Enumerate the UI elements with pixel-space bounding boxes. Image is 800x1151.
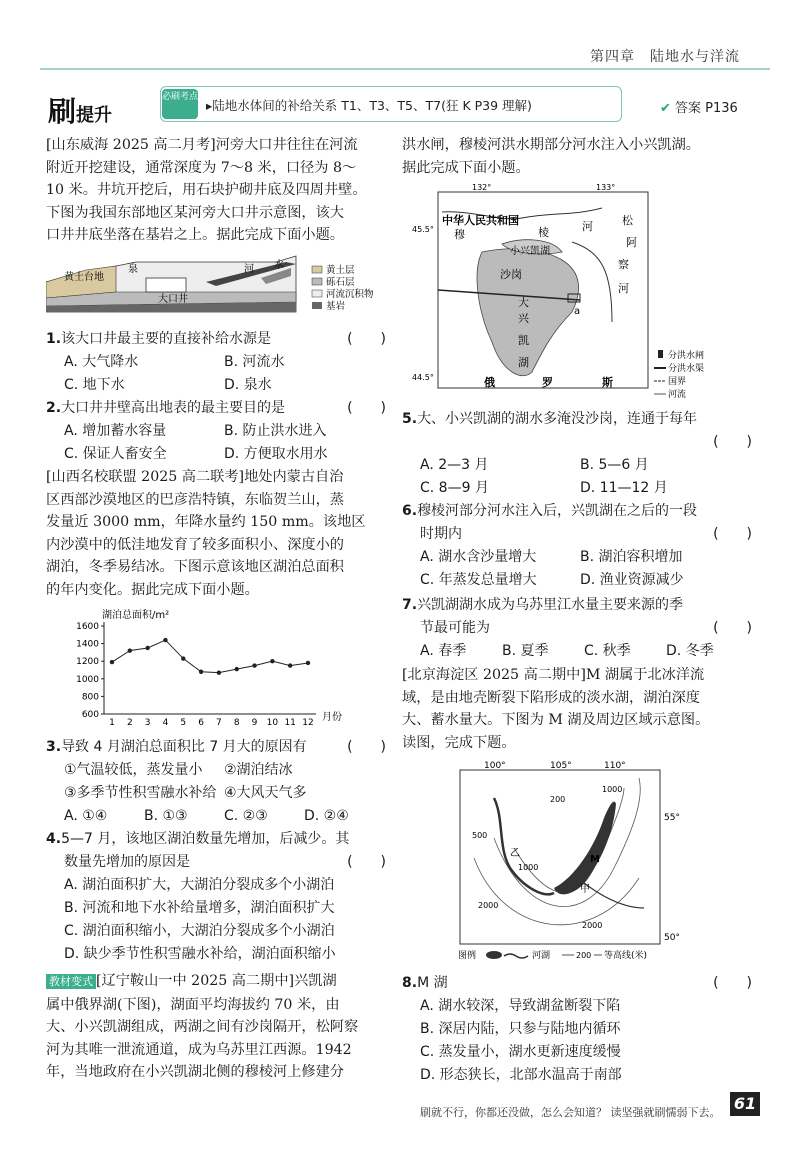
option[interactable]: A. 湖水含沙量增大 — [420, 549, 537, 565]
svg-text:等高线(米): 等高线(米) — [604, 951, 648, 961]
intro-passage-2: [山西名校联盟 2025 高二联考]地处内蒙古自治 区西部沙漠地区的巴彦浩特镇，东临贺兰山，蒸 发量近 3000 mm，年降水量约 150 mm。该地区 内沙漠中的低洼地发育了较多面积小、深度小的 湖泊，冬季易结冰。下图示意该地区湖泊总面积 的年内变化。据此完成下面小题。 — [46, 469, 366, 598]
svg-text:斯: 斯 — [602, 376, 613, 389]
option[interactable]: A. 2—3 月 — [420, 457, 489, 473]
svg-text:500: 500 — [472, 831, 488, 840]
option[interactable]: B. 湖泊容积增加 — [580, 549, 683, 565]
svg-text:分洪水闸: 分洪水闸 — [668, 351, 705, 361]
header-divider — [40, 68, 770, 70]
svg-text:甲: 甲 — [580, 884, 590, 895]
svg-text:俄: 俄 — [484, 376, 495, 389]
chart-xlabel: 月份 — [322, 712, 342, 723]
option[interactable]: A. 湖水较深，导致湖盆断裂下陷 — [420, 998, 621, 1014]
option[interactable]: A. 增加蓄水容量 — [64, 423, 167, 439]
legend-bedrock: 基岩 — [326, 301, 346, 312]
svg-text:50°: 50° — [664, 933, 680, 943]
chart-point — [252, 663, 256, 667]
legend-gravel: 砾石层 — [326, 277, 355, 288]
svg-text:河: 河 — [618, 282, 629, 295]
svg-text:M: M — [590, 854, 600, 865]
chart-point — [235, 667, 239, 671]
svg-text:河湖: 河湖 — [532, 951, 551, 961]
label-loess: 黄土台地 — [64, 272, 104, 283]
question-6: 6.穆棱河部分河水注入后，兴凯湖在之后的一段 时期内 ( ) A. 湖水含沙量增大 B. 湖泊容积增加 C. 年蒸发总量增大 D. 渔业资源减少 — [402, 500, 752, 592]
option[interactable]: B. 深居内陆，只参与陆地内循环 — [420, 1021, 621, 1037]
answer-ref: ✔ 答案 P136 — [660, 101, 738, 116]
chart-x-tick-label: 8 — [233, 718, 240, 728]
svg-text:湖: 湖 — [518, 356, 529, 369]
chart-point — [199, 670, 203, 674]
option[interactable]: D. 缺少季节性积雪融水补给，湖泊面积缩小 — [64, 946, 336, 962]
chart-ylabel: 湖泊总面积/m² — [102, 610, 170, 621]
chart-x-tick-label: 9 — [251, 718, 258, 728]
option[interactable]: A. 大气降水 — [64, 354, 139, 370]
option[interactable]: C. 湖泊面积缩小，大湖泊分裂成多个小湖泊 — [64, 923, 335, 939]
svg-text:45.5°: 45.5° — [412, 225, 434, 234]
question-2: 2.大口井井壁高出地表的最主要目的是 ( ) A. 增加蓄水容量 B. 防止洪水进入 C. 保证人畜安全 D. 方便取水用水 — [46, 397, 386, 466]
svg-text:凯: 凯 — [518, 334, 529, 347]
well-diagram — [46, 252, 386, 324]
svg-text:罗: 罗 — [542, 376, 553, 389]
chart-x-tick-label: 1 — [109, 718, 115, 728]
question-1: 1.该大口井最主要的直接补给水源是 ( ) A. 大气降水 B. 河流水 C. 地下水 D. 泉水 — [46, 328, 386, 397]
option[interactable]: D. 渔业资源减少 — [580, 572, 684, 588]
chart-y-tick-label: 1600 — [76, 622, 99, 632]
option[interactable]: B. 夏季 — [502, 643, 549, 659]
svg-text:河: 河 — [582, 220, 593, 233]
brand-logo: 刷提升 — [48, 95, 113, 128]
chart-y-tick-label: 1400 — [76, 639, 99, 650]
lake-area-chart — [60, 606, 360, 734]
intro-passage-4: [北京海淀区 2025 高二期中]M 湖属于北冰洋流 域，是由地壳断裂下陷形成的淡水湖，湖泊深度 大、蓄水量大。下图为 M 湖及周边区域示意图。 读图，完成下题。 — [402, 667, 710, 751]
option[interactable]: C. 年蒸发总量增大 — [420, 572, 537, 588]
svg-text:133°: 133° — [596, 183, 616, 192]
option[interactable]: B. 防止洪水进入 — [224, 423, 327, 439]
svg-text:1000: 1000 — [602, 785, 623, 794]
svg-text:100°: 100° — [484, 761, 506, 771]
svg-text:穆: 穆 — [454, 228, 465, 241]
option[interactable]: D. ②④ — [304, 808, 349, 824]
svg-text:国界: 国界 — [668, 377, 687, 387]
label-spring: 泉 — [128, 264, 138, 275]
question-7: 7.兴凯湖湖水成为乌苏里江水量主要来源的季 节最可能为 ( ) A. 春季 B. 夏季 C. 秋季 D. 冬季 — [402, 594, 752, 663]
svg-text:松: 松 — [622, 214, 633, 227]
chart-x-tick-label: 10 — [266, 718, 279, 728]
xingkai-lake-map — [412, 182, 752, 404]
tip-badge: 必刷考点 — [162, 89, 198, 119]
page-number: 61 — [730, 1092, 760, 1116]
svg-text:44.5°: 44.5° — [412, 373, 434, 382]
option[interactable]: C. 秋季 — [584, 643, 631, 659]
label-well: 大口井 — [158, 294, 188, 305]
intro-passage-1: [山东威海 2025 高二月考]河旁大口井往往在河流 附近开挖建设，通常深度为 7～8 米，口径为 8～ 10 米。井坑开挖后，用石块护砌井底及四周井壁。 下图为我国东部地区某河旁大口井示意图，该大 口井井底坐落在基岩之上。据此完成下面小题。 — [46, 137, 367, 243]
option[interactable]: D. 冬季 — [666, 643, 714, 659]
legend-loess: 黄土层 — [326, 265, 355, 276]
svg-text:a: a — [574, 306, 581, 317]
question-3: 3.导致 4 月湖泊总面积比 7 月大的原因有 ( ) ①气温较低，蒸发量小 ②湖泊结冰 ③多季节性积雪融水补给 ④大风天气多 A. ①④ B. ①③ C. ②③ D. ②④ — [46, 736, 386, 828]
svg-text:沙岗: 沙岗 — [500, 268, 522, 281]
chart-x-tick-label: 7 — [216, 718, 222, 728]
label-china: 中华人民共和国 — [442, 214, 519, 227]
chart-point — [110, 660, 114, 664]
intro-passage-3-cont: 洪水闸，穆棱河洪水期部分河水注入小兴凯湖。 据此完成下面小题。 — [402, 137, 700, 176]
svg-text:55°: 55° — [664, 813, 680, 823]
chart-x-tick-label: 4 — [162, 718, 169, 728]
intro-passage-3: 教材变式 [辽宁鞍山一中 2025 高二期中]兴凯湖 属中俄界湖(下图)，湖面平均海拔约 70 米，由 大、小兴凯湖组成，两湖之间有沙岗隔开，松阿察 河为其唯一泄流通道，成为乌苏里江西源。1942 年，当地政府在小兴凯湖北侧的穆棱河上修建分 — [46, 973, 359, 1080]
option[interactable]: C. 蒸发量小，湖水更新速度缓慢 — [420, 1044, 621, 1060]
chart-x-tick-label: 3 — [144, 718, 151, 728]
svg-text:分洪水渠: 分洪水渠 — [668, 364, 705, 374]
option[interactable]: D. 泉水 — [224, 377, 272, 393]
chart-x-tick-label: 6 — [198, 718, 204, 728]
option[interactable]: B. ①③ — [144, 808, 188, 824]
option[interactable]: C. 保证人畜安全 — [64, 446, 167, 462]
chart-series-line — [112, 640, 308, 673]
chart-point — [270, 659, 274, 663]
m-lake-map — [454, 758, 694, 966]
chart-x-tick-label: 5 — [180, 718, 187, 728]
svg-text:乙: 乙 — [510, 848, 520, 859]
option[interactable]: D. 11—12 月 — [580, 480, 668, 496]
option[interactable]: A. 湖泊面积扩大，大湖泊分裂成多个小湖泊 — [64, 877, 335, 893]
label-river: 河 — [244, 264, 254, 275]
chart-point — [288, 663, 292, 667]
option[interactable]: C. 8—9 月 — [420, 480, 489, 496]
question-4: 4.5—7 月，该地区湖泊数量先增加，后减少。其 数量先增加的原因是 ( ) A. 湖泊面积扩大，大湖泊分裂成多个小湖泊 B. 河流和地下水补给量增多，湖泊面积扩大 C. 湖泊面积缩小，大湖泊分裂成多个小湖泊 D. 缺少季节性积雪融水补给，湖泊面积缩小 — [46, 828, 386, 966]
chart-x-tick-label: 12 — [302, 718, 314, 728]
svg-text:132°: 132° — [472, 183, 492, 192]
chart-y-tick-label: 1000 — [76, 674, 99, 685]
chart-y-tick-label: 1200 — [76, 657, 99, 668]
svg-text:察: 察 — [618, 258, 629, 271]
tip-text: ▸陆地水体间的补给关系 T1、T3、T5、T7(狂 K P39 理解) — [206, 98, 532, 113]
svg-text:2000: 2000 — [478, 901, 499, 910]
svg-text:105°: 105° — [550, 761, 572, 771]
svg-text:阿: 阿 — [626, 236, 637, 249]
svg-text:河流: 河流 — [668, 390, 687, 400]
chart-point — [128, 648, 132, 652]
legend-sediment: 河流沉积物 — [326, 289, 374, 300]
chart-point — [163, 638, 167, 642]
option[interactable]: D. 方便取水用水 — [224, 446, 328, 462]
chart-x-tick-label: 11 — [284, 718, 296, 728]
variant-tag: 教材变式 — [46, 974, 96, 989]
option[interactable]: B. 河流水 — [224, 354, 285, 370]
svg-text:200: 200 — [550, 795, 566, 804]
chart-y-tick-label: 600 — [81, 710, 99, 720]
question-8: 8.M 湖 ( ) A. 湖水较深，导致湖盆断裂下陷 B. 深居内陆，只参与陆地内循环 C. 蒸发量小，湖水更新速度缓慢 D. 形态狭长，北部水温高于南部 — [402, 972, 752, 1087]
chart-x-tick-label: 2 — [126, 718, 133, 728]
chart-point — [306, 661, 310, 665]
chart-point — [145, 646, 149, 650]
footer-motto: 刷就不行，你都还没做，怎么会知道？ 读坚强就刷懦弱下去。 — [420, 1106, 721, 1119]
option[interactable]: D. 形态狭长，北部水温高于南部 — [420, 1067, 622, 1083]
option[interactable]: B. 5—6 月 — [580, 457, 649, 473]
option[interactable]: C. ②③ — [224, 808, 268, 824]
svg-text:图例: 图例 — [458, 951, 477, 961]
svg-text:1000: 1000 — [518, 863, 539, 872]
svg-text:棱: 棱 — [538, 226, 549, 239]
chapter-title: 第四章 陆地水与洋流 — [590, 49, 740, 65]
option[interactable]: A. 春季 — [420, 643, 467, 659]
svg-text:小兴凯湖: 小兴凯湖 — [510, 246, 550, 257]
question-5: 5.大、小兴凯湖的湖水多淹没沙岗，连通于每年 ( ) A. 2—3 月 B. 5—6 月 C. 8—9 月 D. 11—12 月 — [402, 408, 752, 500]
svg-text:兴: 兴 — [518, 312, 529, 325]
chart-point — [181, 656, 185, 660]
option[interactable]: B. 河流和地下水补给量增多，湖泊面积扩大 — [64, 900, 335, 916]
svg-text:110°: 110° — [604, 761, 626, 771]
label-water: 水 — [274, 260, 284, 271]
option[interactable]: A. ①④ — [64, 808, 108, 824]
svg-text:200: 200 — [576, 951, 592, 960]
check-icon: ✔ — [660, 101, 671, 116]
svg-text:2000: 2000 — [582, 921, 603, 930]
svg-text:大: 大 — [518, 296, 529, 309]
chart-y-tick-label: 800 — [81, 692, 99, 703]
chart-point — [217, 670, 221, 674]
option[interactable]: C. 地下水 — [64, 377, 125, 393]
